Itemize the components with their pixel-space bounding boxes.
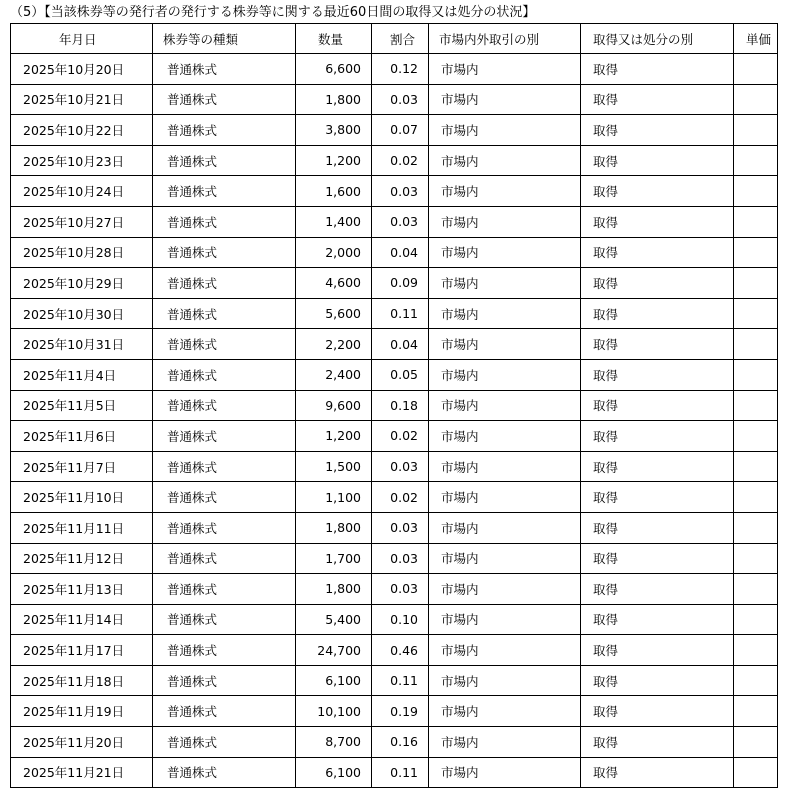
cell-kind: 取得: [581, 574, 734, 605]
cell-market: 市場内: [429, 543, 581, 574]
cell-date: 2025年11月19日: [11, 696, 153, 727]
cell-type: 普通株式: [153, 115, 296, 146]
cell-date: 2025年10月27日: [11, 206, 153, 237]
table-row: [11, 84, 778, 115]
cell-date: 2025年10月20日: [11, 54, 153, 85]
table-row: [11, 727, 778, 758]
cell-kind: 取得: [581, 84, 734, 115]
cell-quantity: 1,600: [296, 176, 372, 207]
table-row: [11, 206, 778, 237]
cell-unit-price: [734, 206, 778, 237]
table-row: [11, 635, 778, 666]
cell-unit-price: [734, 359, 778, 390]
cell-market: 市場内: [429, 512, 581, 543]
cell-kind: 取得: [581, 115, 734, 146]
header-date: 年月日: [11, 24, 153, 54]
cell-quantity: 1,200: [296, 421, 372, 452]
cell-unit-price: [734, 574, 778, 605]
cell-ratio: 0.03: [372, 512, 429, 543]
cell-unit-price: [734, 298, 778, 329]
cell-quantity: 3,800: [296, 115, 372, 146]
header-quantity: 数量: [296, 24, 372, 54]
cell-kind: 取得: [581, 604, 734, 635]
cell-ratio: 0.02: [372, 145, 429, 176]
cell-kind: 取得: [581, 696, 734, 727]
cell-unit-price: [734, 482, 778, 513]
cell-ratio: 0.11: [372, 757, 429, 788]
cell-ratio: 0.02: [372, 421, 429, 452]
cell-market: 市場内: [429, 145, 581, 176]
cell-unit-price: [734, 604, 778, 635]
cell-quantity: 8,700: [296, 727, 372, 758]
cell-ratio: 0.18: [372, 390, 429, 421]
cell-ratio: 0.02: [372, 482, 429, 513]
cell-unit-price: [734, 635, 778, 666]
cell-type: 普通株式: [153, 145, 296, 176]
cell-unit-price: [734, 543, 778, 574]
header-type: 株券等の種類: [153, 24, 296, 54]
table-row: [11, 54, 778, 85]
section-title: （5）【当該株券等の発行者の発行する株券等に関する最近60日間の取得又は処分の状況】: [10, 5, 536, 20]
cell-date: 2025年11月10日: [11, 482, 153, 513]
table-row: [11, 757, 778, 788]
cell-kind: 取得: [581, 665, 734, 696]
cell-date: 2025年10月22日: [11, 115, 153, 146]
cell-quantity: 10,100: [296, 696, 372, 727]
cell-market: 市場内: [429, 390, 581, 421]
table-row: [11, 390, 778, 421]
cell-quantity: 2,400: [296, 359, 372, 390]
cell-type: 普通株式: [153, 574, 296, 605]
header-market: 市場内外取引の別: [429, 24, 581, 54]
cell-quantity: 1,200: [296, 145, 372, 176]
cell-kind: 取得: [581, 176, 734, 207]
cell-type: 普通株式: [153, 176, 296, 207]
cell-unit-price: [734, 512, 778, 543]
cell-date: 2025年11月12日: [11, 543, 153, 574]
cell-type: 普通株式: [153, 298, 296, 329]
cell-kind: 取得: [581, 298, 734, 329]
cell-unit-price: [734, 757, 778, 788]
cell-type: 普通株式: [153, 421, 296, 452]
cell-date: 2025年11月13日: [11, 574, 153, 605]
cell-unit-price: [734, 451, 778, 482]
header-row: [11, 24, 778, 54]
cell-kind: 取得: [581, 451, 734, 482]
cell-type: 普通株式: [153, 390, 296, 421]
cell-quantity: 9,600: [296, 390, 372, 421]
table-row: [11, 298, 778, 329]
cell-type: 普通株式: [153, 84, 296, 115]
cell-kind: 取得: [581, 482, 734, 513]
cell-quantity: 5,400: [296, 604, 372, 635]
cell-market: 市場内: [429, 54, 581, 85]
header-unit-price: 単価: [734, 24, 778, 54]
cell-date: 2025年11月18日: [11, 665, 153, 696]
cell-date: 2025年10月29日: [11, 268, 153, 299]
cell-kind: 取得: [581, 54, 734, 85]
cell-ratio: 0.19: [372, 696, 429, 727]
cell-quantity: 24,700: [296, 635, 372, 666]
cell-quantity: 1,800: [296, 512, 372, 543]
cell-ratio: 0.03: [372, 574, 429, 605]
cell-ratio: 0.03: [372, 451, 429, 482]
cell-kind: 取得: [581, 421, 734, 452]
cell-unit-price: [734, 665, 778, 696]
cell-date: 2025年11月17日: [11, 635, 153, 666]
cell-market: 市場内: [429, 329, 581, 360]
cell-unit-price: [734, 237, 778, 268]
cell-ratio: 0.03: [372, 84, 429, 115]
cell-quantity: 2,200: [296, 329, 372, 360]
header-ratio: 割合: [372, 24, 429, 54]
table-row: [11, 145, 778, 176]
cell-kind: 取得: [581, 268, 734, 299]
cell-unit-price: [734, 268, 778, 299]
cell-market: 市場内: [429, 757, 581, 788]
cell-type: 普通株式: [153, 757, 296, 788]
cell-kind: 取得: [581, 543, 734, 574]
cell-market: 市場内: [429, 206, 581, 237]
cell-type: 普通株式: [153, 359, 296, 390]
cell-ratio: 0.07: [372, 115, 429, 146]
cell-market: 市場内: [429, 635, 581, 666]
cell-kind: 取得: [581, 512, 734, 543]
cell-market: 市場内: [429, 359, 581, 390]
table-row: [11, 421, 778, 452]
cell-ratio: 0.16: [372, 727, 429, 758]
cell-ratio: 0.10: [372, 604, 429, 635]
cell-kind: 取得: [581, 635, 734, 666]
cell-market: 市場内: [429, 451, 581, 482]
cell-kind: 取得: [581, 145, 734, 176]
cell-ratio: 0.05: [372, 359, 429, 390]
cell-date: 2025年10月30日: [11, 298, 153, 329]
cell-ratio: 0.03: [372, 206, 429, 237]
table-row: [11, 268, 778, 299]
cell-quantity: 6,100: [296, 757, 372, 788]
cell-unit-price: [734, 329, 778, 360]
cell-date: 2025年11月20日: [11, 727, 153, 758]
cell-unit-price: [734, 390, 778, 421]
cell-market: 市場内: [429, 727, 581, 758]
cell-quantity: 4,600: [296, 268, 372, 299]
table-row: [11, 696, 778, 727]
cell-unit-price: [734, 115, 778, 146]
cell-date: 2025年11月21日: [11, 757, 153, 788]
cell-date: 2025年11月6日: [11, 421, 153, 452]
cell-unit-price: [734, 727, 778, 758]
cell-type: 普通株式: [153, 268, 296, 299]
cell-date: 2025年10月23日: [11, 145, 153, 176]
cell-ratio: 0.11: [372, 298, 429, 329]
cell-kind: 取得: [581, 329, 734, 360]
cell-ratio: 0.12: [372, 54, 429, 85]
cell-type: 普通株式: [153, 451, 296, 482]
cell-type: 普通株式: [153, 329, 296, 360]
table-row: [11, 665, 778, 696]
cell-type: 普通株式: [153, 604, 296, 635]
table-row: [11, 512, 778, 543]
table-row: [11, 237, 778, 268]
cell-unit-price: [734, 54, 778, 85]
cell-date: 2025年11月14日: [11, 604, 153, 635]
cell-quantity: 2,000: [296, 237, 372, 268]
cell-kind: 取得: [581, 206, 734, 237]
cell-ratio: 0.04: [372, 329, 429, 360]
cell-unit-price: [734, 84, 778, 115]
cell-ratio: 0.46: [372, 635, 429, 666]
cell-date: 2025年10月21日: [11, 84, 153, 115]
cell-date: 2025年11月4日: [11, 359, 153, 390]
cell-quantity: 1,500: [296, 451, 372, 482]
cell-date: 2025年10月24日: [11, 176, 153, 207]
table-row: [11, 176, 778, 207]
cell-type: 普通株式: [153, 237, 296, 268]
cell-ratio: 0.03: [372, 176, 429, 207]
cell-type: 普通株式: [153, 482, 296, 513]
cell-ratio: 0.09: [372, 268, 429, 299]
cell-unit-price: [734, 421, 778, 452]
cell-quantity: 1,700: [296, 543, 372, 574]
cell-quantity: 5,600: [296, 298, 372, 329]
cell-market: 市場内: [429, 115, 581, 146]
cell-quantity: 1,800: [296, 574, 372, 605]
table-row: [11, 451, 778, 482]
cell-kind: 取得: [581, 390, 734, 421]
cell-market: 市場内: [429, 84, 581, 115]
cell-type: 普通株式: [153, 665, 296, 696]
cell-date: 2025年11月11日: [11, 512, 153, 543]
cell-unit-price: [734, 696, 778, 727]
cell-unit-price: [734, 145, 778, 176]
cell-quantity: 1,800: [296, 84, 372, 115]
cell-quantity: 1,100: [296, 482, 372, 513]
cell-market: 市場内: [429, 176, 581, 207]
cell-market: 市場内: [429, 696, 581, 727]
table-row: [11, 543, 778, 574]
cell-market: 市場内: [429, 298, 581, 329]
cell-date: 2025年11月7日: [11, 451, 153, 482]
cell-type: 普通株式: [153, 543, 296, 574]
cell-market: 市場内: [429, 604, 581, 635]
cell-kind: 取得: [581, 727, 734, 758]
cell-date: 2025年11月5日: [11, 390, 153, 421]
table-row: [11, 329, 778, 360]
cell-type: 普通株式: [153, 206, 296, 237]
cell-market: 市場内: [429, 268, 581, 299]
cell-kind: 取得: [581, 359, 734, 390]
cell-date: 2025年10月31日: [11, 329, 153, 360]
cell-market: 市場内: [429, 482, 581, 513]
cell-quantity: 1,400: [296, 206, 372, 237]
cell-market: 市場内: [429, 665, 581, 696]
cell-date: 2025年10月28日: [11, 237, 153, 268]
table-row: [11, 482, 778, 513]
table-row: [11, 115, 778, 146]
table-row: [11, 574, 778, 605]
cell-market: 市場内: [429, 237, 581, 268]
cell-type: 普通株式: [153, 696, 296, 727]
cell-type: 普通株式: [153, 727, 296, 758]
cell-market: 市場内: [429, 421, 581, 452]
transactions-table: [10, 23, 778, 788]
cell-ratio: 0.11: [372, 665, 429, 696]
table-row: [11, 604, 778, 635]
cell-type: 普通株式: [153, 54, 296, 85]
cell-kind: 取得: [581, 237, 734, 268]
cell-market: 市場内: [429, 574, 581, 605]
cell-quantity: 6,100: [296, 665, 372, 696]
table-row: [11, 359, 778, 390]
header-kind: 取得又は処分の別: [581, 24, 734, 54]
cell-type: 普通株式: [153, 512, 296, 543]
cell-ratio: 0.03: [372, 543, 429, 574]
cell-type: 普通株式: [153, 635, 296, 666]
table-body: [11, 54, 778, 788]
cell-kind: 取得: [581, 757, 734, 788]
cell-quantity: 6,600: [296, 54, 372, 85]
cell-ratio: 0.04: [372, 237, 429, 268]
cell-unit-price: [734, 176, 778, 207]
